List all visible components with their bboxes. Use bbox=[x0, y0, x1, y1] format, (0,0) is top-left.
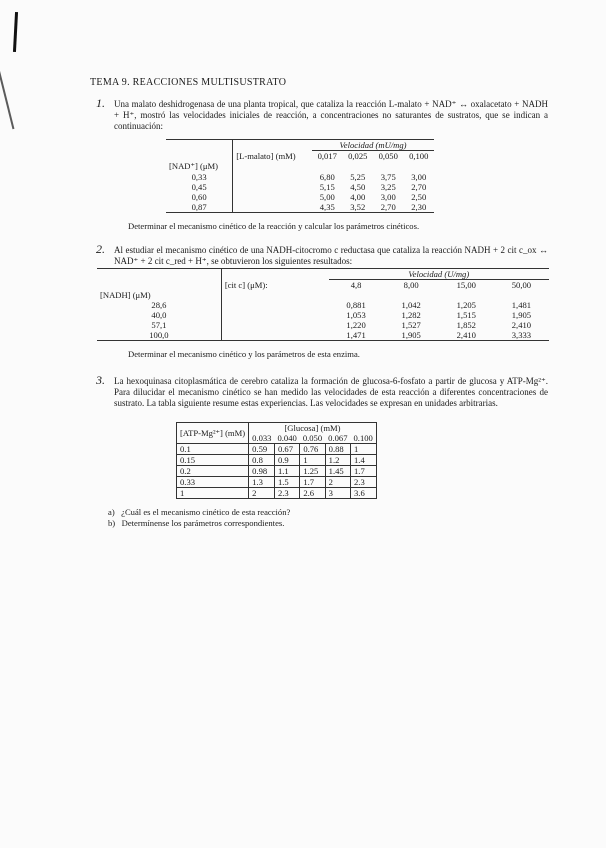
table-row: 0,45 5,15 4,50 3,25 2,70 bbox=[191, 182, 427, 192]
table-row: 0.33 1.3 1.5 1.7 2 2.3 bbox=[177, 477, 377, 488]
col-header: 0,017 bbox=[317, 151, 337, 161]
col-header: 8,00 bbox=[403, 280, 419, 290]
col-header: 50,00 bbox=[511, 280, 532, 290]
table-row: 0,33 6,80 5,25 3,75 3,00 bbox=[191, 172, 427, 182]
row-label: [NADH] (μM) bbox=[100, 290, 151, 300]
table-row: 57,1 1,220 1,527 1,852 2,410 bbox=[151, 320, 532, 330]
scan-artifact-scribble bbox=[0, 61, 14, 129]
col-label: [cit c] (μM): bbox=[221, 280, 328, 291]
col-label: [L-malato] (mM) bbox=[233, 151, 312, 162]
question-text: La hexoquinasa citoplasmática de cerebro cataliza la formación de glucosa-6-fosfato a partir de glucosa y ATP-Mg²⁺. Para dilucidar el mecanismo cinético se han medido las velocidades de esta reacción a diferentes concentraciones de sustrato. La tabla siguiente resume estas experiencias. Las velocidades se expresan en unidades arbitrarias. bbox=[114, 376, 548, 408]
question-number: 1. bbox=[96, 96, 105, 110]
table-malate bbox=[166, 139, 434, 213]
col-header: 0,050 bbox=[378, 151, 398, 161]
question-1 bbox=[96, 96, 548, 132]
table-row: 0,87 4,35 3,52 2,70 2,30 bbox=[166, 202, 434, 213]
table-row: 0.1 0.59 0.67 0.76 0.88 1 bbox=[177, 444, 377, 455]
table-row: 0.15 0.8 0.9 1 1.2 1.4 bbox=[177, 455, 377, 466]
question-2 bbox=[96, 242, 548, 267]
table-row: 1 2 2.3 2.6 3 3.6 bbox=[177, 488, 377, 499]
question-text: Una malato deshidrogenasa de una planta tropical, que cataliza la reacción L-malato + NAD⁺ ↔ oxalacetato + NADH + H⁺, mostró las velocidades iniciales de reacción, a concentraciones no saturantes de sustratos, que se indican a continuación: bbox=[114, 99, 548, 131]
question-text: Al estudiar el mecanismo cinético de una NADH-citocromo c reductasa que cataliza la reacción NADH + 2 cit c_ox ↔ NAD⁺ + 2 cit c_red + H⁺, se obtuvieron los siguientes resultados: bbox=[114, 245, 548, 266]
page-title: TEMA 9. REACCIONES MULTISUSTRATO bbox=[90, 77, 287, 88]
table-row: 40,0 1,053 1,282 1,515 1,905 bbox=[151, 310, 532, 320]
list-item: b) Determínense los parámetros correspondientes. bbox=[108, 518, 285, 528]
table-hexokinase: [ATP-Mg²⁺] (mM) [Glucosa] (mM) 0.033 0.040 0.050 0.067 0.100 0.1 0.59 0.67 0.76 0.88 1 0.15 0.8 0.9 1 1.2 1.4 0.2 0.98 1.1 1.25 1.45 1.7 0.33 1.3 1.5 1.7 2 2.3 1 2 2.3 2.6 3 3.6 bbox=[176, 422, 377, 499]
velocity-label: Velocidad (mU/mg) bbox=[312, 140, 434, 151]
table-row: 0.2 0.98 1.1 1.25 1.45 1.7 bbox=[177, 466, 377, 477]
question-items bbox=[108, 507, 290, 529]
col-header: 4,8 bbox=[350, 280, 362, 290]
velocity-label: Velocidad (U/mg) bbox=[329, 269, 549, 280]
row-label: [NAD⁺] (μM) bbox=[169, 161, 218, 171]
question-3 bbox=[96, 373, 548, 409]
row-label: [ATP-Mg²⁺] (mM) bbox=[177, 423, 249, 444]
col-header: 0,025 bbox=[348, 151, 368, 161]
question-number: 3. bbox=[96, 373, 105, 387]
scan-artifact-mark bbox=[13, 12, 18, 52]
table-cytochrome bbox=[97, 268, 549, 341]
list-item: a) ¿Cuál es el mecanismo cinético de esta reacción? bbox=[108, 507, 291, 517]
col-header: 15,00 bbox=[456, 280, 476, 290]
table-row: 28,6 0,881 1,042 1,205 1,481 bbox=[151, 300, 532, 310]
question-number: 2. bbox=[96, 242, 105, 256]
col-label: [Glucosa] (mM) bbox=[249, 423, 377, 434]
table-row: 0,60 5,00 4,00 3,00 2,50 bbox=[191, 192, 427, 202]
question-footer: Determinar el mecanismo cinético de la reacción y calcular los parámetros cinéticos. bbox=[128, 221, 420, 231]
table-row: 100,0 1,471 1,905 2,410 3,333 bbox=[97, 330, 549, 341]
question-footer: Determinar el mecanismo cinético y los parámetros de esta enzima. bbox=[128, 349, 360, 359]
col-header: 0,100 bbox=[409, 151, 429, 161]
